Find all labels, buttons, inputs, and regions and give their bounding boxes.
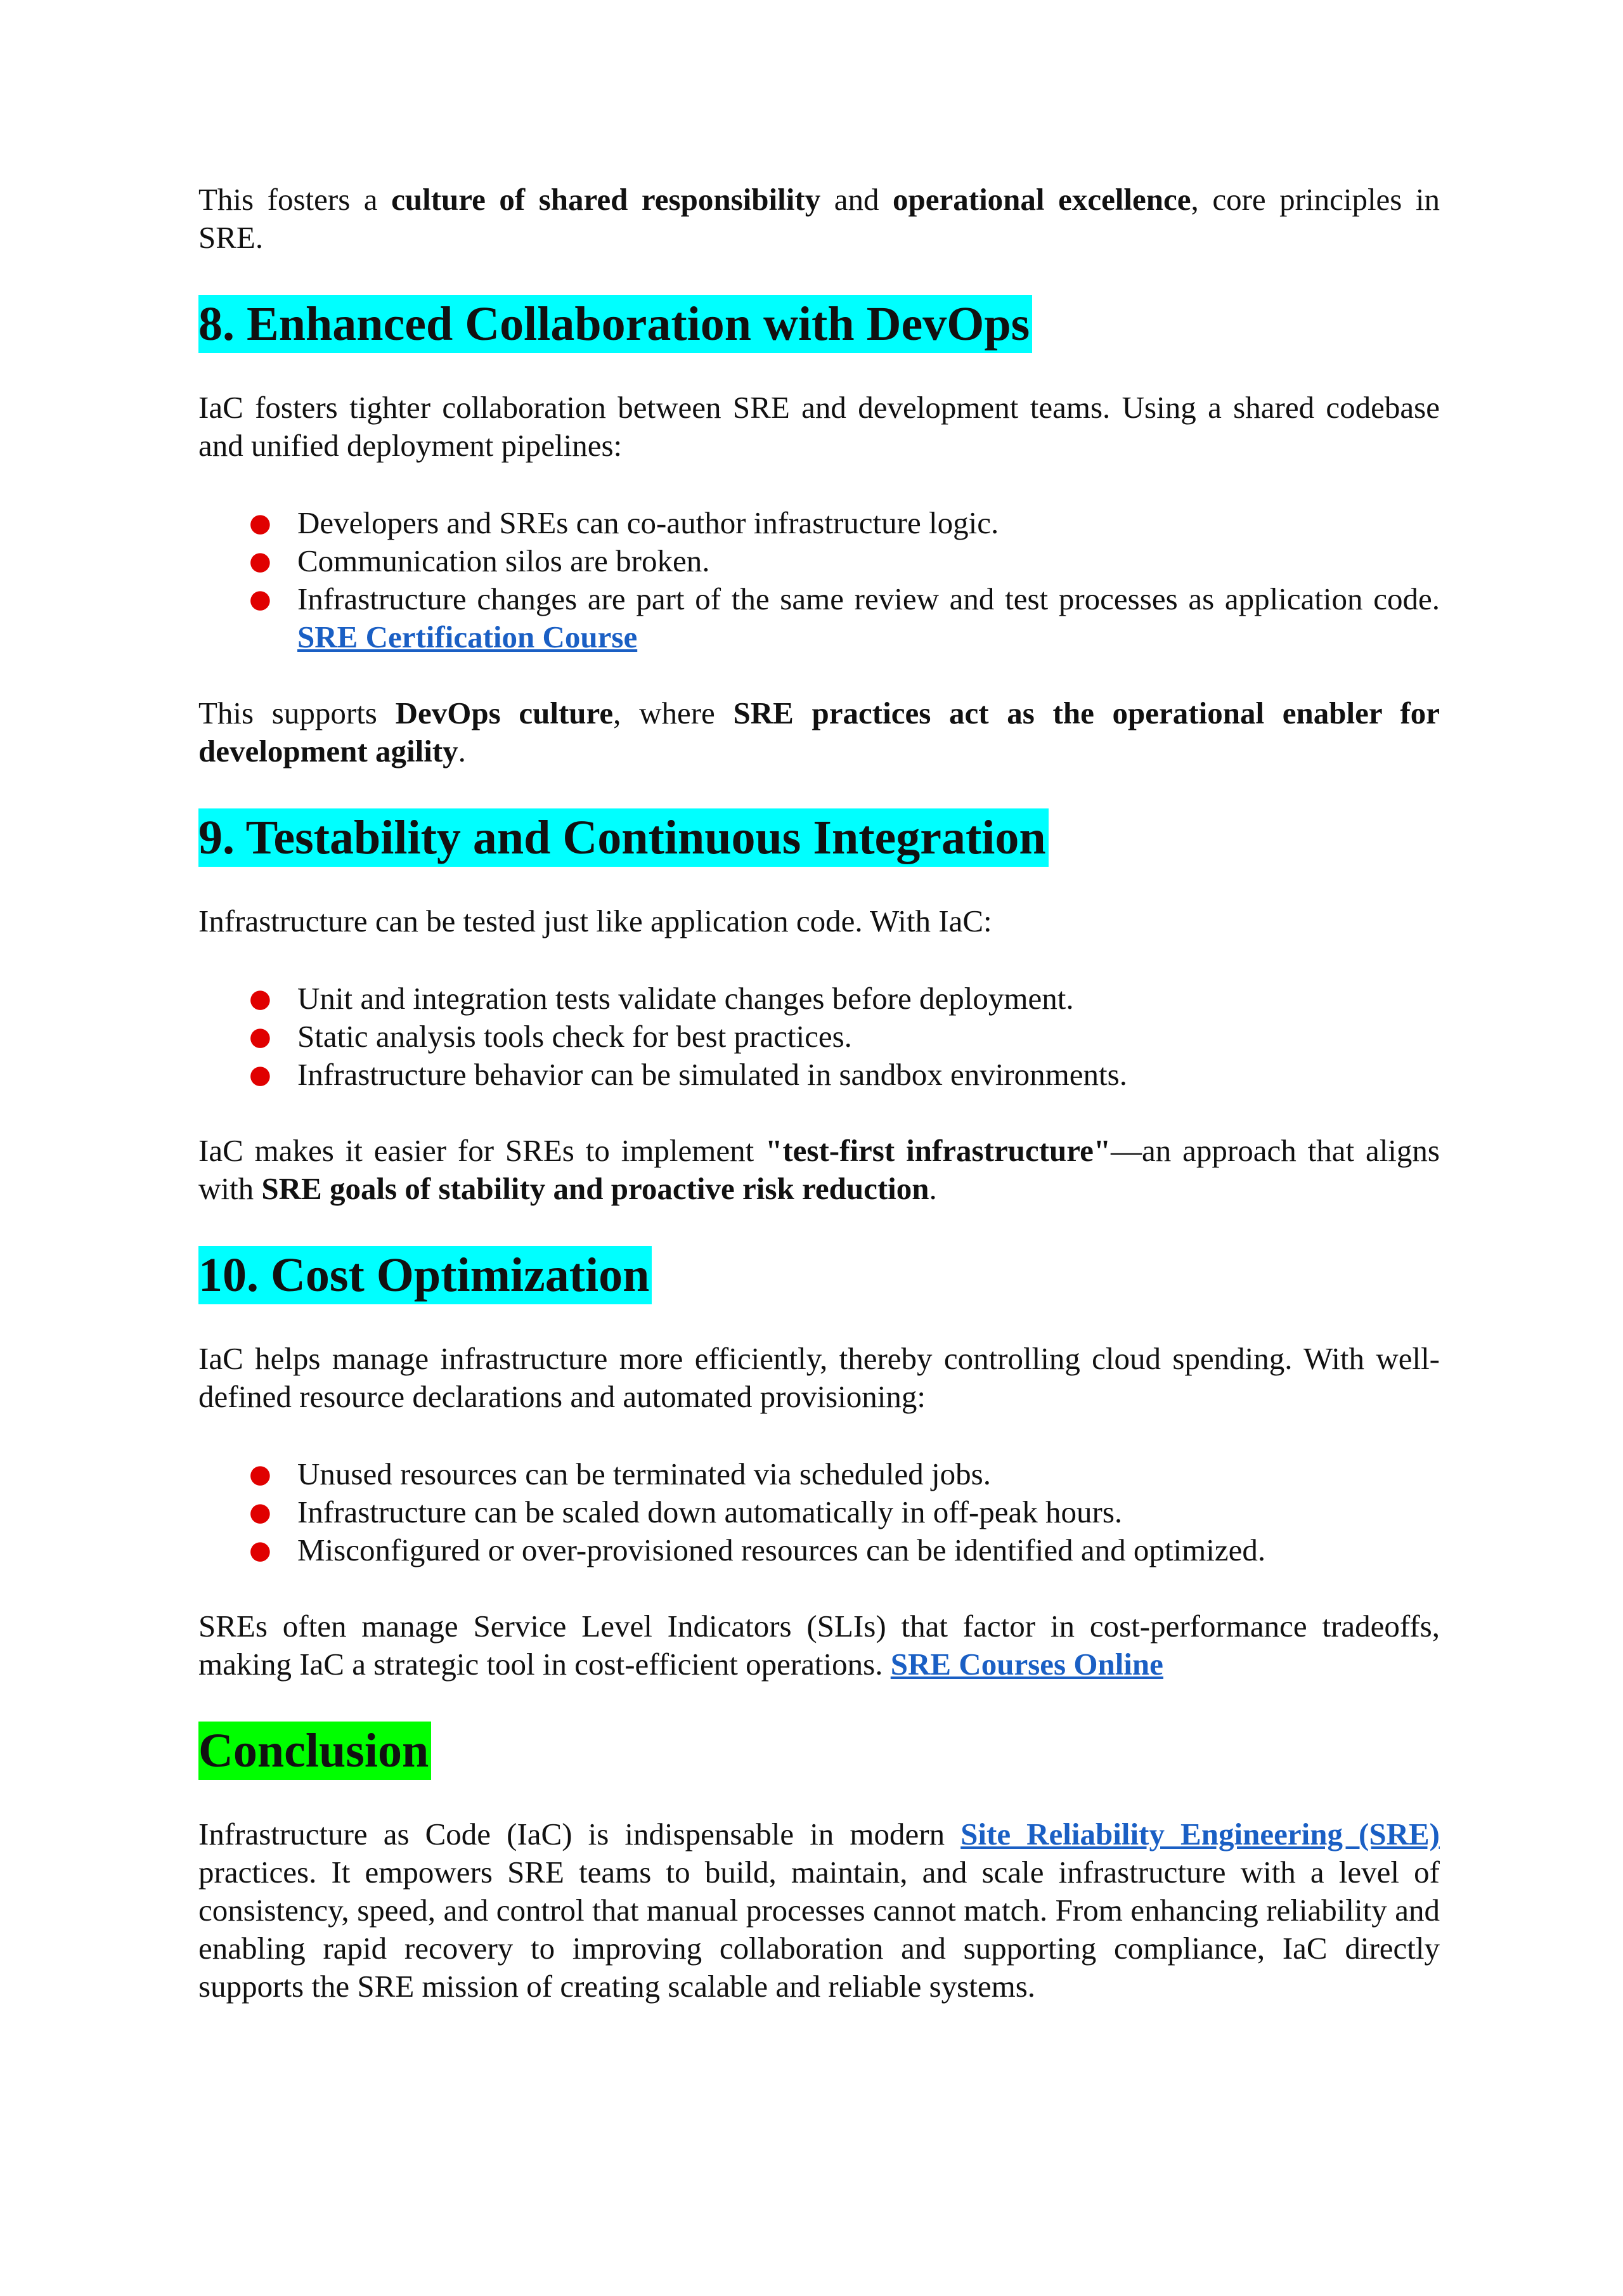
list-item <box>198 542 1440 580</box>
site-reliability-engineering-link[interactable]: Site Reliability Engineering (SRE) <box>960 1817 1440 1852</box>
section10-intro: IaC helps manage infrastructure more efficiently, thereby controlling cloud spending. With well-defined resource declarations and automated provisioning: <box>198 1341 1440 1414</box>
list-item <box>198 1493 1440 1531</box>
list-item <box>198 1531 1440 1569</box>
bullet-dot-icon: ● <box>249 509 271 538</box>
bullet-dot-icon: ● <box>249 1060 271 1089</box>
list-item-text: Misconfigured or over-provisioned resources can be identified and optimized. <box>297 1533 1266 1567</box>
closing-text: This supports <box>198 696 396 730</box>
section-heading-text: 8. Enhanced Collaboration with DevOps <box>198 295 1032 353</box>
list-item <box>198 980 1440 1018</box>
section10-bullet-list <box>198 1455 1440 1569</box>
bullet-dot-icon: ● <box>249 984 271 1013</box>
closing-bold-text: SRE practices act as the operational enabler for development agility <box>198 696 1440 769</box>
section8-bullet-list <box>198 504 1440 656</box>
section-heading-9 <box>198 808 1440 867</box>
intro-paragraph <box>198 181 1440 257</box>
closing-text: IaC makes it easier for SREs to implement <box>198 1133 766 1168</box>
closing-text: , where <box>613 696 734 730</box>
section8-intro: IaC fosters tighter collaboration between SRE and development teams. Using a shared codebase and unified deployment pipelines: <box>198 390 1440 463</box>
intro-bold-text: culture of shared responsibility <box>391 182 821 217</box>
conclusion-heading <box>198 1722 1440 1780</box>
sre-certification-course-link[interactable]: SRE Certification Course <box>297 619 638 654</box>
section9-closing <box>198 1132 1440 1208</box>
intro-text: and <box>820 182 893 217</box>
list-item <box>198 580 1440 656</box>
intro-bold-text: operational excellence <box>893 182 1191 217</box>
closing-text: SREs often manage Service Level Indicators (SLIs) that factor in cost-performance tradeoffs, making IaC a strategic tool in cost-efficient operations. <box>198 1609 1440 1682</box>
closing-bold-text: SRE goals of stability and proactive risk reduction <box>261 1171 929 1206</box>
bullet-dot-icon: ● <box>249 1022 271 1051</box>
sre-courses-online-link[interactable]: SRE Courses Online <box>890 1647 1163 1682</box>
bullet-dot-icon: ● <box>249 585 271 614</box>
closing-text: —an approach that aligns with <box>198 1133 1440 1206</box>
list-item-text: Infrastructure can be scaled down automatically in off-peak hours. <box>297 1495 1123 1529</box>
list-item-text: Static analysis tools check for best practices. <box>297 1019 852 1054</box>
intro-text: , core principles in SRE. <box>198 182 1440 255</box>
intro-text: This fosters a <box>198 182 392 217</box>
list-item-text: Infrastructure behavior can be simulated in sandbox environments. <box>297 1057 1127 1092</box>
closing-bold-text: DevOps culture <box>395 696 614 730</box>
list-item-text: Unit and integration tests validate changes before deployment. <box>297 981 1074 1016</box>
section9-intro: Infrastructure can be tested just like application code. With IaC: <box>198 904 992 938</box>
bullet-dot-icon: ● <box>249 1498 271 1527</box>
conclusion-text: practices. It empowers SRE teams to build, maintain, and scale infrastructure with a level of consistency, speed, and control that manual processes cannot match. From enhancing reliability and enabling rapid recovery to improving collaboration and supporting compliance, IaC directly supports the SRE mission of creating scalable and reliable systems. <box>198 1855 1440 2004</box>
section-heading-text: 10. Cost Optimization <box>198 1246 652 1304</box>
closing-bold-text: "test-first infrastructure" <box>765 1133 1111 1168</box>
list-item-text: Unused resources can be terminated via scheduled jobs. <box>297 1456 991 1491</box>
list-item-text: Infrastructure changes are part of the same review and test processes as application code. <box>297 581 1440 616</box>
list-item <box>198 1018 1440 1056</box>
section8-closing <box>198 694 1440 770</box>
list-item-text: Developers and SREs can co-author infrastructure logic. <box>297 505 999 540</box>
section-heading-text: 9. Testability and Continuous Integration <box>198 808 1049 867</box>
list-item <box>198 1056 1440 1094</box>
list-item <box>198 1455 1440 1493</box>
bullet-dot-icon: ● <box>249 1536 271 1565</box>
section10-closing <box>198 1607 1440 1683</box>
bullet-dot-icon: ● <box>249 1460 271 1489</box>
closing-text: . <box>458 734 466 769</box>
conclusion-text: Infrastructure as Code (IaC) is indispensable in modern <box>198 1817 961 1852</box>
list-item-text: Communication silos are broken. <box>297 543 710 578</box>
bullet-dot-icon: ● <box>249 547 271 576</box>
section-heading-text: Conclusion <box>198 1722 431 1780</box>
document-page <box>198 181 1440 2006</box>
section-heading-10 <box>198 1246 1440 1304</box>
section-heading-8 <box>198 295 1440 353</box>
list-item <box>198 504 1440 542</box>
section9-bullet-list <box>198 980 1440 1094</box>
closing-text: . <box>929 1171 937 1206</box>
conclusion-paragraph <box>198 1815 1440 2006</box>
